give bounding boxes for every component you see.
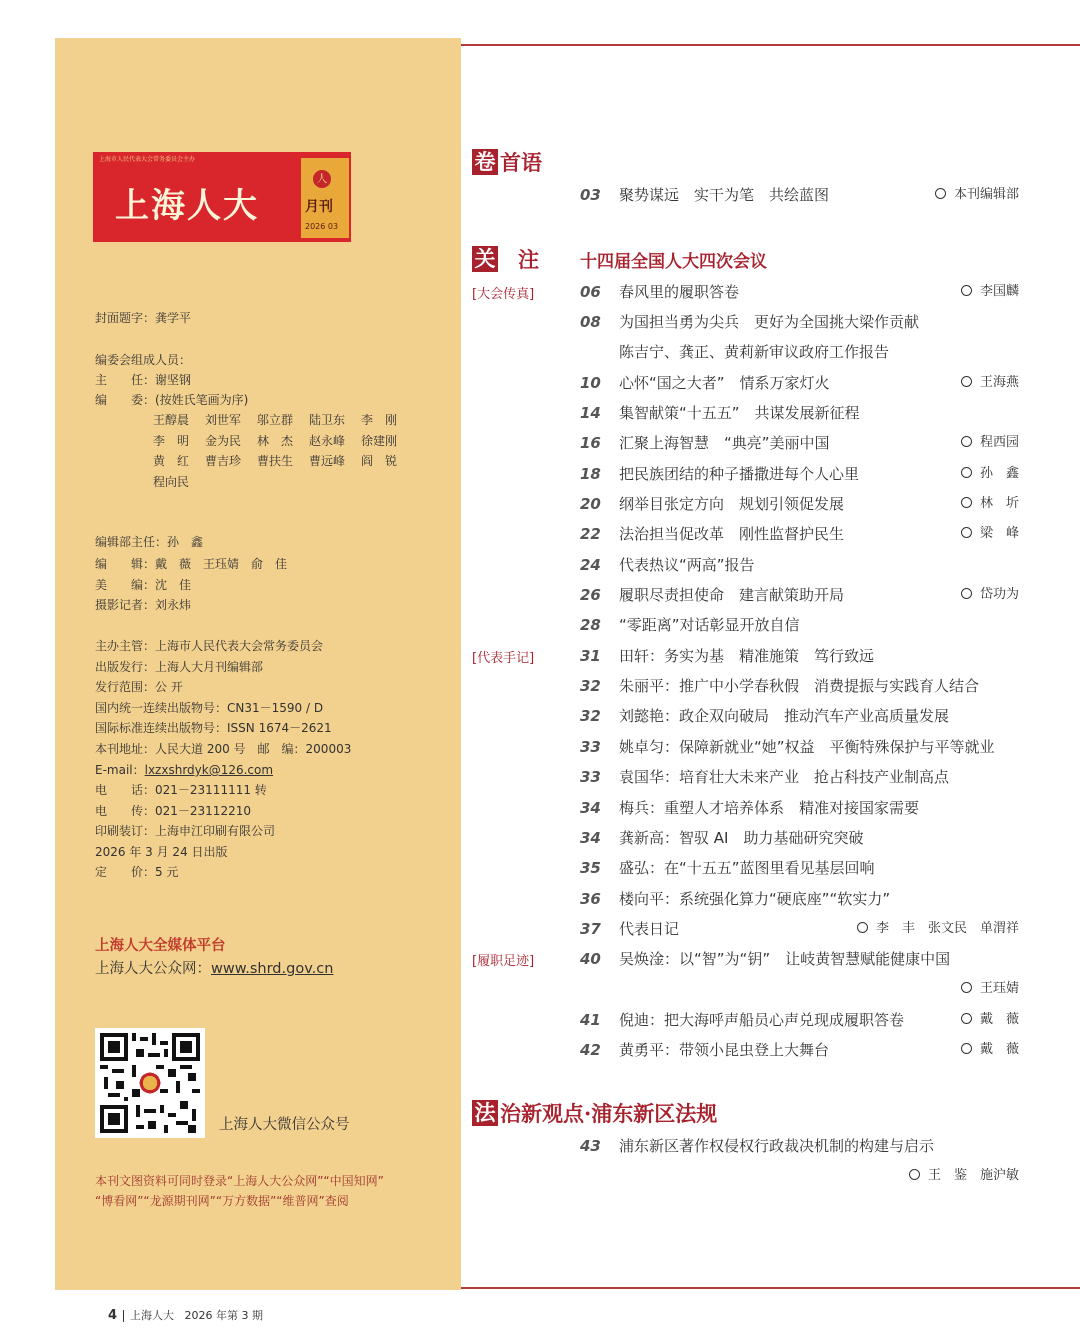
committee-title: 编委会组成人员： — [95, 353, 192, 367]
toc-entry[interactable] — [470, 492, 1030, 516]
toc-page-number: 03 — [580, 186, 601, 204]
member-name: 陆卫东 — [309, 413, 346, 427]
toc-title: 心怀“国之大者” 情系万家灯火 — [619, 374, 830, 392]
toc-author — [961, 1008, 1019, 1032]
section-title: 注 — [518, 247, 539, 272]
magazine-logo — [93, 152, 351, 242]
toc-page-number: 22 — [580, 525, 601, 543]
info-line: 印刷装订：上海申江印刷有限公司 — [95, 824, 276, 838]
toc-title: 刘懿艳：政企双向破局 推动汽车产业高质量发展 — [619, 707, 950, 725]
wechat-caption: 上海人大微信公众号 — [219, 1117, 350, 1133]
toc-entry[interactable] — [470, 856, 1030, 880]
author-circle-icon — [961, 982, 972, 993]
toc-author — [961, 462, 1019, 486]
member-name: 曹吉珍 — [205, 454, 242, 468]
toc-title: 楼向平：系统强化算力“硬底座”“软实力” — [619, 890, 891, 908]
member-name: 赵永峰 — [309, 433, 346, 448]
site-label: 上海人大公众网： — [95, 961, 211, 977]
toc-author-name: 王珏婧 — [979, 981, 1019, 996]
email-label: E-mail： — [95, 763, 145, 777]
column-label: [代表手记] — [472, 651, 535, 666]
focus-theme: 十四届全国人大四次会议 — [580, 252, 767, 272]
author-circle-icon — [961, 436, 972, 447]
toc-entry[interactable] — [470, 340, 1030, 364]
toc-entry[interactable] — [470, 310, 1030, 334]
toc-entry[interactable] — [470, 917, 1030, 941]
toc-author — [961, 431, 1019, 455]
toc-page-number: 35 — [580, 859, 601, 877]
info-line: 出版发行：上海人大月刊编辑部 — [95, 660, 264, 674]
toc-page-number: 08 — [580, 313, 601, 331]
toc-entry[interactable] — [470, 735, 1030, 759]
toc-author-name: 王 鉴 施沪敏 — [927, 1168, 1019, 1183]
toc-author — [935, 183, 1019, 207]
toc-title: 袁国华：培育壮大未来产业 抢占科技产业制高点 — [619, 768, 950, 786]
toc-title: 聚势谋远 实干为笔 共绘蓝图 — [619, 186, 830, 204]
section-badge: 卷 — [472, 149, 498, 175]
toc-title: 把民族团结的种子播撒进每个人心里 — [619, 465, 860, 483]
toc-page-number: 34 — [580, 829, 601, 847]
author-circle-icon — [909, 1169, 920, 1180]
toc-title: 朱丽平：推广中小学春秋假 消费提振与实践育人结合 — [619, 677, 980, 695]
page-number: 4 — [108, 1308, 118, 1323]
section-focus — [472, 244, 539, 272]
logo-tagline: 上海市人民代表大会常务委员会主办 — [99, 156, 196, 163]
info-line: 电 话：021－23111111 转 — [95, 783, 267, 797]
top-rule — [461, 44, 1080, 46]
toc-title: 纲举目张定方向 规划引领促发展 — [619, 495, 845, 513]
toc-author — [909, 1164, 1019, 1188]
toc-page-number: 24 — [580, 556, 601, 574]
author-circle-icon — [961, 1043, 972, 1054]
toc-title: 汇聚上海智慧 “典亮”美丽中国 — [619, 434, 830, 452]
member-name: 李 刚 — [361, 413, 398, 427]
toc-entry[interactable] — [470, 1164, 1030, 1188]
toc-entry[interactable] — [470, 280, 1030, 304]
member-name: 黄 红 — [153, 454, 190, 468]
toc-page-number: 42 — [580, 1041, 601, 1059]
toc-title: “零距离”对话彰显开放自信 — [619, 616, 800, 634]
toc-entry[interactable] — [470, 704, 1030, 728]
page-footer — [108, 1307, 263, 1323]
info-line: 本刊地址：人民大道 200 号 邮 编：200003 — [95, 742, 352, 756]
toc-entry[interactable] — [470, 1134, 1030, 1158]
toc-page-number: 32 — [580, 707, 601, 725]
author-circle-icon — [961, 497, 972, 508]
member-name: 金为民 — [205, 433, 242, 448]
toc-page-number: 33 — [580, 738, 601, 756]
member-name: 曹扶生 — [257, 454, 294, 468]
cover-calligraphy: 封面题字：龚学平 — [95, 311, 192, 325]
section-preface — [472, 147, 542, 175]
toc-author — [961, 522, 1019, 546]
toc-title: 履职尽责担使命 建言献策助开局 — [619, 586, 845, 604]
member-name: 王醇晨 — [153, 413, 190, 427]
toc-entry[interactable] — [470, 765, 1030, 789]
toc-author-name: 程西园 — [979, 435, 1019, 450]
toc-page-number: 20 — [580, 495, 601, 513]
committee-members-label: 编 委：(按姓氏笔画为序) — [95, 393, 249, 407]
toc-page-number: 06 — [580, 283, 601, 301]
column-label: [大会传真] — [472, 287, 535, 302]
toc-page-number: 31 — [580, 647, 601, 665]
toc-title: 陈吉宁、龚正、黄莉新审议政府工作报告 — [619, 343, 890, 361]
column-label: [履职足迹] — [472, 954, 535, 969]
member-row — [153, 472, 413, 493]
notice-line: 本刊文图资料可同时登录“上海人大公众网”“中国知网” — [95, 1174, 384, 1188]
bottom-rule — [461, 1287, 1080, 1289]
member-name: 林 杰 — [257, 433, 294, 448]
info-line: 电 传：021－23112210 — [95, 804, 251, 818]
photographer: 摄影记者：刘永炜 — [95, 598, 192, 612]
notice-line: “博看网”“龙源期刊网”“万方数据”“维普网”查阅 — [95, 1194, 349, 1208]
toc-author — [961, 492, 1019, 516]
toc-author-name: 孙 鑫 — [979, 466, 1019, 481]
art-editor: 美 编：沈 佳 — [95, 578, 192, 592]
author-circle-icon — [961, 376, 972, 387]
toc-page-number: 34 — [580, 799, 601, 817]
toc-page-number: 14 — [580, 404, 601, 422]
toc-title: 倪迪：把大海呼声船员心声兑现成履职答卷 — [619, 1011, 905, 1029]
member-name: 程向民 — [153, 474, 190, 489]
info-line: 国际标准连续出版物号：ISSN 1674－2621 — [95, 721, 332, 735]
footer-magazine: 上海人大 — [130, 1309, 175, 1322]
toc-title: 法治担当促改革 刚性监督护民生 — [619, 525, 845, 543]
toc-page-number: 37 — [580, 920, 601, 938]
toc-entry[interactable] — [470, 644, 1030, 668]
toc-page-number: 10 — [580, 374, 601, 392]
toc-title: 代表日记 — [619, 920, 680, 938]
member-row — [153, 431, 413, 452]
toc-entry[interactable] — [470, 371, 1030, 395]
toc-page-number: 18 — [580, 465, 601, 483]
section-law — [472, 1098, 717, 1126]
toc-page-number: 40 — [580, 950, 601, 968]
logo-month-block — [301, 158, 349, 238]
author-circle-icon — [961, 1013, 972, 1024]
member-row — [153, 451, 413, 472]
info-line: 主办主管：上海市人民代表大会常务委员会 — [95, 639, 324, 653]
author-circle-icon — [935, 188, 946, 199]
section-badge: 法 — [472, 1100, 498, 1126]
toc-author-name: 王海燕 — [979, 375, 1019, 390]
author-circle-icon — [961, 467, 972, 478]
toc-entry[interactable] — [470, 431, 1030, 455]
toc-author-name: 本刊编辑部 — [953, 187, 1019, 202]
toc-page-number: 36 — [580, 890, 601, 908]
toc-title: 田轩：务实为基 精准施策 笃行致远 — [619, 647, 875, 665]
toc-author-name: 戴 薇 — [979, 1012, 1019, 1027]
toc-author-name: 李 丰 张文民 单渭祥 — [875, 921, 1019, 936]
toc-author-name: 林 圻 — [979, 496, 1019, 511]
toc-title: 姚卓匀：保障新就业“她”权益 平衡特殊保护与平等就业 — [619, 738, 995, 756]
database-notice — [95, 1171, 384, 1211]
toc-entry[interactable] — [470, 947, 1030, 971]
toc-author — [961, 977, 1019, 1001]
author-circle-icon — [961, 285, 972, 296]
toc-entry[interactable] — [470, 401, 1030, 425]
toc-title: 龚新高：智驭 AI 助力基础研究突破 — [619, 829, 864, 847]
toc-entry[interactable] — [470, 1038, 1030, 1062]
info-line: 国内统一连续出版物号：CN31－1590 / D — [95, 701, 324, 715]
toc-entry[interactable] — [470, 796, 1030, 820]
toc-author-name: 梁 峰 — [979, 526, 1019, 541]
toc-author — [857, 917, 1019, 941]
footer-divider — [123, 1310, 124, 1322]
toc-title: 为国担当勇为尖兵 更好为全国挑大梁作贡献 — [619, 313, 920, 331]
toc-author — [961, 371, 1019, 395]
toc-title: 浦东新区著作权侵权行政裁决机制的构建与启示 — [619, 1137, 935, 1155]
logo-issue: 2026 03 — [305, 222, 339, 231]
member-name: 刘世军 — [205, 413, 242, 427]
logo-month: 月刊 — [305, 199, 333, 215]
office-director: 编辑部主任：孙 鑫 — [95, 535, 204, 549]
committee-director: 主 任：谢坚钢 — [95, 373, 192, 387]
member-name: 李 明 — [153, 433, 190, 448]
masthead-panel — [55, 38, 461, 1290]
member-row — [153, 410, 413, 431]
toc-author — [961, 280, 1019, 304]
logo-name: 上海人大 — [115, 186, 259, 226]
toc-title: 黄勇平：带领小昆虫登上大舞台 — [619, 1041, 830, 1059]
toc-page-number: 16 — [580, 434, 601, 452]
toc-entry[interactable] — [470, 674, 1030, 698]
section-title: 首语 — [500, 150, 542, 175]
toc-title: 集智献策“十五五” 共谋发展新征程 — [619, 404, 860, 422]
info-line: 发行范围：公 开 — [95, 680, 183, 694]
member-name: 邬立群 — [257, 413, 294, 427]
committee-members — [153, 410, 413, 492]
author-circle-icon — [961, 588, 972, 599]
toc-author-name: 岱功为 — [979, 587, 1019, 602]
toc-page-number: 26 — [580, 586, 601, 604]
toc-title: 吴焕淦：以“智”为“钥” 让岐黄智慧赋能健康中国 — [619, 950, 951, 968]
section-title: 治新观点·浦东新区法规 — [500, 1101, 718, 1126]
toc-entry[interactable] — [470, 1008, 1030, 1032]
logo-emblem-icon: 人 — [313, 170, 331, 188]
author-circle-icon — [857, 922, 868, 933]
toc-entry[interactable] — [470, 522, 1030, 546]
editors: 编 辑：戴 薇 王珏婧 俞 佳 — [95, 557, 288, 571]
member-name: 曹远峰 — [309, 454, 346, 468]
footer-issue: 2026 年第 3 期 — [184, 1309, 264, 1322]
email-line — [95, 762, 273, 778]
media-site-line — [95, 957, 333, 978]
toc-author — [961, 583, 1019, 607]
toc-title: 盛弘：在“十五五”蓝图里看见基层回响 — [619, 859, 875, 877]
toc-entry[interactable] — [470, 977, 1030, 1001]
toc-page-number: 28 — [580, 616, 601, 634]
email-link[interactable]: lxzxshrdyk@126.com — [144, 763, 274, 777]
wechat-qr-code — [95, 1028, 205, 1138]
toc-title: 春风里的履职答卷 — [619, 283, 740, 301]
toc-entry[interactable] — [470, 583, 1030, 607]
section-badge: 关 — [472, 246, 498, 272]
toc-entry[interactable] — [470, 887, 1030, 911]
member-name: 徐建刚 — [361, 433, 398, 448]
member-name: 阎 锐 — [361, 454, 398, 468]
site-link[interactable]: www.shrd.gov.cn — [211, 961, 334, 977]
toc-author-name: 戴 薇 — [979, 1042, 1019, 1057]
toc-entry[interactable] — [470, 462, 1030, 486]
info-line: 定 价：5 元 — [95, 865, 179, 879]
toc-page-number: 43 — [580, 1137, 601, 1155]
media-platform-title: 上海人大全媒体平台 — [95, 938, 226, 954]
toc-page-number: 32 — [580, 677, 601, 695]
toc-entry[interactable] — [470, 183, 1030, 207]
author-circle-icon — [961, 527, 972, 538]
toc-title: 代表热议“两高”报告 — [619, 556, 755, 574]
toc-author-name: 李国麟 — [979, 284, 1019, 299]
info-line: 2026 年 3 月 24 日出版 — [95, 845, 228, 859]
toc-page-number: 33 — [580, 768, 601, 786]
toc-entry[interactable] — [470, 613, 1030, 637]
toc-title: 梅兵：重塑人才培养体系 精准对接国家需要 — [619, 799, 920, 817]
toc-entry[interactable] — [470, 826, 1030, 850]
toc-entry[interactable] — [470, 553, 1030, 577]
toc-author — [961, 1038, 1019, 1062]
toc-page-number: 41 — [580, 1011, 601, 1029]
